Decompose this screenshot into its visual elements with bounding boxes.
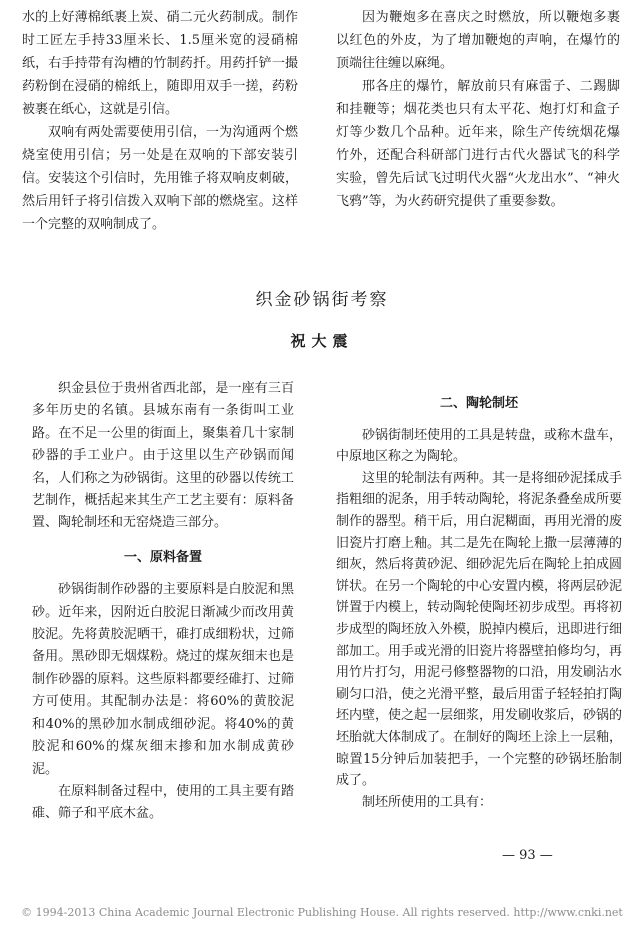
article-author: 祝大震 bbox=[290, 332, 354, 350]
body-right-column bbox=[336, 393, 622, 813]
top-right-paragraph-1: 因为鞭炮多在喜庆之时燃放，所以鞭炮多裹以红色的外皮，为了增加鞭炮的声响，在爆竹的顶端往往缠以麻绳。 bbox=[336, 10, 620, 71]
page-number: — 93 — bbox=[502, 848, 553, 863]
section-2-heading: 二、陶轮制坯 bbox=[439, 396, 518, 411]
intro-paragraph: 织金县位于贵州省西北部，是一座有三百多年历史的名镇。县城东南有一条街叫工业路。在不足一公里的街面上，聚集着几十家制砂器的手工业户。由于这里以生产砂锅而闻名，人们称之为砂锅街。这里的砂器以传统工艺制作，概括起来其生产工艺主要有：原料备置、陶轮制坯和无窑烧造三部分。 bbox=[32, 381, 294, 531]
section-2-paragraph-1: 砂锅街制坯使用的工具是转盘，或称木盘车，中原地区称之为陶轮。 bbox=[336, 427, 623, 465]
top-left-paragraph-1: 水的上好薄棉纸裹上炭、硝二元火药制成。制作时工匠左手持33厘米长、1.5厘米宽的浸硝棉纸，右手持带有沟槽的竹制药扦。用药扦铲一撮药粉倒在浸硝的棉纸上，随即用双手一搓，药粉被裹在纸心，这就是引信。 bbox=[22, 10, 298, 117]
copyright-footer: © 1994-2013 China Academic Journal Electronic Publishing House. All rights reserved. http://www.cnki.net bbox=[21, 906, 623, 919]
top-right-column bbox=[336, 6, 620, 213]
section-2-paragraph-3: 制坯所使用的工具有： bbox=[362, 794, 493, 810]
section-1-paragraph-2: 在原料制备过程中，使用的工具主要有踏碓、筛子和平底木盆。 bbox=[32, 783, 294, 822]
body-left-column bbox=[32, 378, 294, 826]
top-left-column bbox=[22, 6, 298, 236]
top-right-paragraph-2: 邢各庄的爆竹，解放前只有麻雷子、二踢脚和挂鞭等；烟花类也只有太平花、炮打灯和盒子灯等少数几个品种。近年来，除生产传统烟花爆竹外，还配合科研部门进行古代火器试飞的科学实验，曾先后试飞过明代火器“火龙出水”、“神火飞鸦”等，为火药研究提供了重要参数。 bbox=[336, 79, 620, 209]
top-left-paragraph-2: 双响有两处需要使用引信，一为沟通两个燃烧室使用引信；另一处是在双响的下部安装引信。安装这个引信时，先用锥子将双响皮刺破，然后用钎子将引信拨入双响下部的燃烧室。这样一个完整的双响制成了。 bbox=[22, 125, 298, 232]
section-2-paragraph-2: 这里的轮制法有两种。其一是将细砂泥揉成手指粗细的泥条，用手转动陶轮，将泥条叠垒成所要制作的器型。稍干后，用白泥糊面，再用光滑的废旧瓷片打磨上釉。其二是先在陶轮上撒一层薄薄的细灰，然后将黄砂泥、细砂泥先后在陶轮上拍成圆饼状。在另一个陶轮的中心安置内模，将两层砂泥饼置于内模上，转动陶轮使陶坯初步成型。再将初步成型的陶坯放入外模，脱掉内模后，迅即进行细部加工。用手或光滑的旧瓷片将器壁拍修均匀，再用竹片打匀，用泥弓修整器物的口沿，用发刷沾水刷匀口沿，使之光滑平整，最后用雷子轻轻拍打陶坯内壁，使之起一层细浆，用发刷收浆后，砂锅的坯胎就大体制成了。在制好的陶坯上涂上一层釉，晾置15分钟后加装把手，一个完整的砂锅坯胎制成了。 bbox=[336, 470, 623, 789]
section-1-paragraph-1: 砂锅街制作砂器的主要原料是白胶泥和黑砂。近年来，因附近白胶泥日渐减少而改用黄胶泥。先将黄胶泥晒干，碓打成细粉状，过筛备用。黑砂即无烟煤粉。烧过的煤灰细末也是制作砂器的原料。这些原料都要经碓打、过筛方可使用。其配制办法是：将60%的黄胶泥和40%的黑砂加水制成细砂泥。将40%的黄胶泥和60%的煤灰细末掺和加水制成黄砂泥。 bbox=[32, 582, 294, 777]
section-1-heading: 一、原料备置 bbox=[123, 549, 202, 565]
article-title: 织金砂锅街考察 bbox=[255, 290, 389, 310]
